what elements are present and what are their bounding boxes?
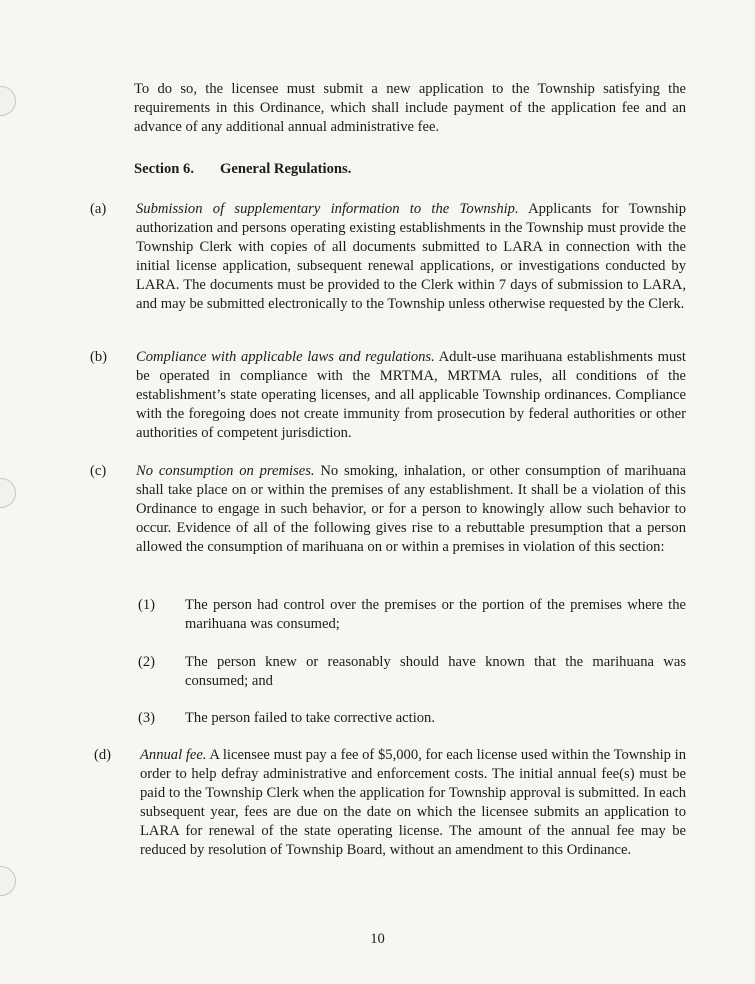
item-paragraph [136, 200, 686, 314]
item-heading: Submission of supplementary information to the Township. [136, 201, 519, 217]
item-body: Adult-use marihuana establishments must be operated in compliance with the MRTMA, MRTMA rules, all conditions of the establishment’s state operating licenses, and all applicable Township ordinances. Compliance with the foregoing does not create immunity from prosecution by federal authorities or other authorities of competent jurisdiction. [136, 349, 686, 441]
item-paragraph [136, 462, 686, 557]
item-paragraph [140, 746, 686, 860]
item-label: (d) [94, 747, 112, 763]
subitem-label: (1) [138, 597, 156, 613]
item-body: No smoking, inhalation, or other consumption of marihuana shall take place on or within the premises of any establishment. It shall be a violation of this Ordinance to engage in such behavior, or for a person to knowingly allow such behavior to occur. Evidence of all of the following gives rise to a rebuttable presumption that a person allowed the consumption of marihuana on or within a premises in violation of this section: [136, 463, 686, 555]
item-heading: No consumption on premises. [136, 463, 315, 479]
item-label: (b) [90, 349, 108, 365]
item-body: Applicants for Township authorization and persons operating existing establishments in the Township must provide the Township Clerk with copies of all documents submitted to LARA in connection with the initial license application, subsequent renewal applications, or investigations conducted by LARA. The documents must be provided to the Clerk within 7 days of submission to LARA, and may be submitted electronically to the Township unless otherwise requested by the Clerk. [136, 201, 686, 312]
subitem-text: The person knew or reasonably should have known that the marihuana was consumed; and [185, 654, 686, 689]
subitem-label: (2) [138, 654, 156, 670]
section-number: Section 6. [134, 161, 194, 177]
item-label: (a) [90, 201, 107, 217]
item-label: (c) [90, 463, 107, 479]
section-title: General Regulations. [220, 161, 352, 177]
subitem-label: (3) [138, 710, 156, 726]
subitem-text: The person had control over the premises or the portion of the premises where the marihuana was consumed; [185, 597, 686, 632]
punch-hole-mark [0, 478, 16, 508]
item-heading: Compliance with applicable laws and regulations. [136, 349, 435, 365]
subitem-text: The person failed to take corrective action. [185, 710, 436, 726]
page-number: 10 [370, 931, 385, 947]
section-heading [134, 160, 351, 179]
item-body: A licensee must pay a fee of $5,000, for each license used within the Township in order to help defray administrative and enforcement costs. The initial annual fee(s) must be paid to the Township Clerk when the application for Township approval is submitted. In each subsequent year, fees are due on the date on which the licensee submits an application to LARA for renewal of the state operating license. The amount of the annual fee may be reduced by resolution of Township Board, without an amendment to this Ordinance. [140, 747, 686, 858]
item-heading: Annual fee. [140, 747, 207, 763]
item-paragraph [136, 348, 686, 443]
punch-hole-mark [0, 866, 16, 896]
intro-paragraph: To do so, the licensee must submit a new application to the Township satisfying the requirements in this Ordinance, which shall include payment of the application fee and an advance of any additional annual administrative fee. [134, 81, 686, 135]
punch-hole-mark [0, 86, 16, 116]
